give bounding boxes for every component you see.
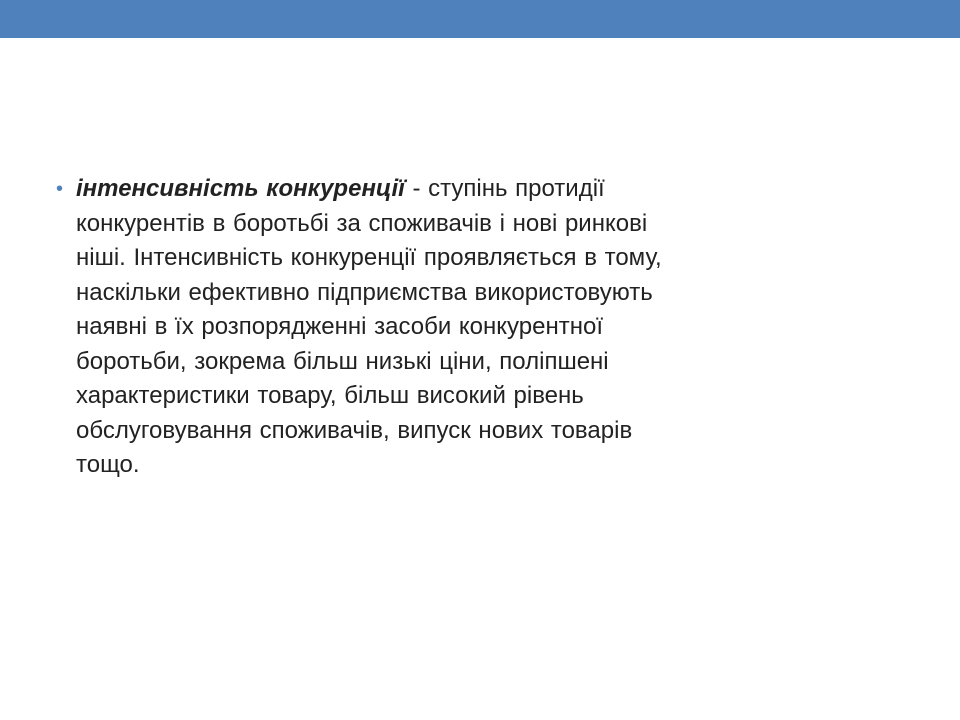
top-accent-bar [0, 0, 960, 38]
text-line-3: ніші. Інтенсивність конкуренції проявляється в тому, [76, 244, 662, 271]
term: інтенсивність конкуренції [76, 175, 405, 202]
text-line-6: боротьби, зокрема більш низькі ціни, поліпшені [76, 347, 609, 375]
text-line-2: конкурентів в боротьбі за споживачів і нові ринкові [76, 209, 648, 237]
text-line-4: наскільки ефективно підприємства використовують [76, 278, 653, 306]
text-line-1 [76, 172, 856, 207]
text-line-8: обслуговування споживачів, випуск нових товарів [76, 416, 633, 444]
text-line-7: характеристики товару, більш високий рівень [76, 382, 584, 409]
definition-start: - ступінь протидії [404, 175, 605, 202]
text-line-9: тощо. [76, 451, 140, 478]
slide-content [56, 172, 856, 483]
bullet-dot-icon: • [56, 178, 64, 200]
bullet-item [56, 172, 856, 483]
text-line-5: наявні в їх розпорядженні засоби конкурентної [76, 313, 603, 340]
